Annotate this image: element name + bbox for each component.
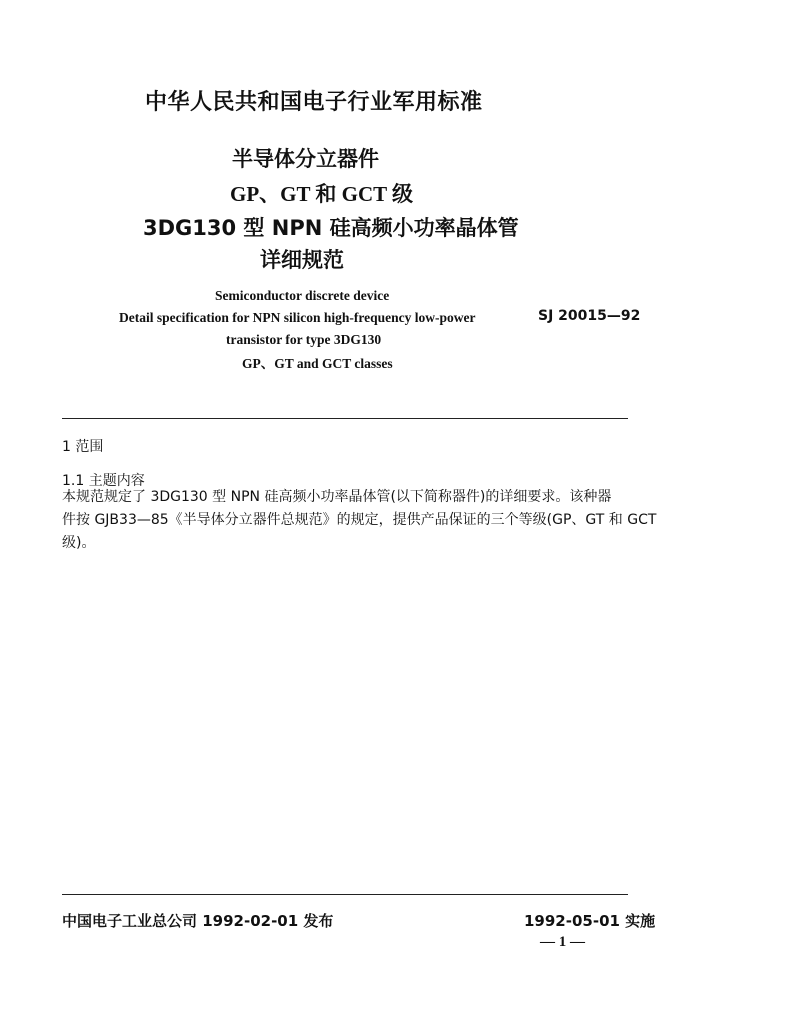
title-line-2: GP、GT 和 GCT 级 xyxy=(230,182,414,206)
english-title-line-2: Detail specification for NPN silicon high-frequency low-power xyxy=(119,310,476,325)
subsection-heading: 1.1 主题内容 xyxy=(62,473,145,489)
standard-number: SJ 20015—92 xyxy=(538,308,641,324)
page-number: — 1 — xyxy=(540,934,585,950)
title-line-3: 3DG130 型 NPN 硅高频小功率晶体管 xyxy=(143,216,519,240)
english-title-line-4: GP、GT and GCT classes xyxy=(242,356,393,371)
footer-divider xyxy=(62,894,628,895)
header-divider xyxy=(62,418,628,419)
english-title-line-1: Semiconductor discrete device xyxy=(215,288,390,303)
paragraph-line: 件按 GJB33—85《半导体分立器件总规范》的规定，提供产品保证的三个等级(GP、GT 和 GCT xyxy=(62,512,657,528)
standard-category-heading: 中华人民共和国电子行业军用标准 xyxy=(145,90,483,115)
section-heading: 1 范围 xyxy=(62,439,104,455)
issuer-line: 中国电子工业总公司 1992-02-01 发布 xyxy=(62,912,334,930)
title-line-1: 半导体分立器件 xyxy=(232,147,379,171)
implementation-date: 1992-05-01 实施 xyxy=(524,912,656,930)
scope-paragraph xyxy=(62,486,657,555)
english-title-line-3: transistor for type 3DG130 xyxy=(226,332,382,347)
paragraph-line: 本规范规定了 3DG130 型 NPN 硅高频小功率晶体管(以下简称器件)的详细要求。该种器 xyxy=(62,489,612,505)
paragraph-line: 级)。 xyxy=(62,535,96,551)
title-line-4: 详细规范 xyxy=(260,248,344,272)
